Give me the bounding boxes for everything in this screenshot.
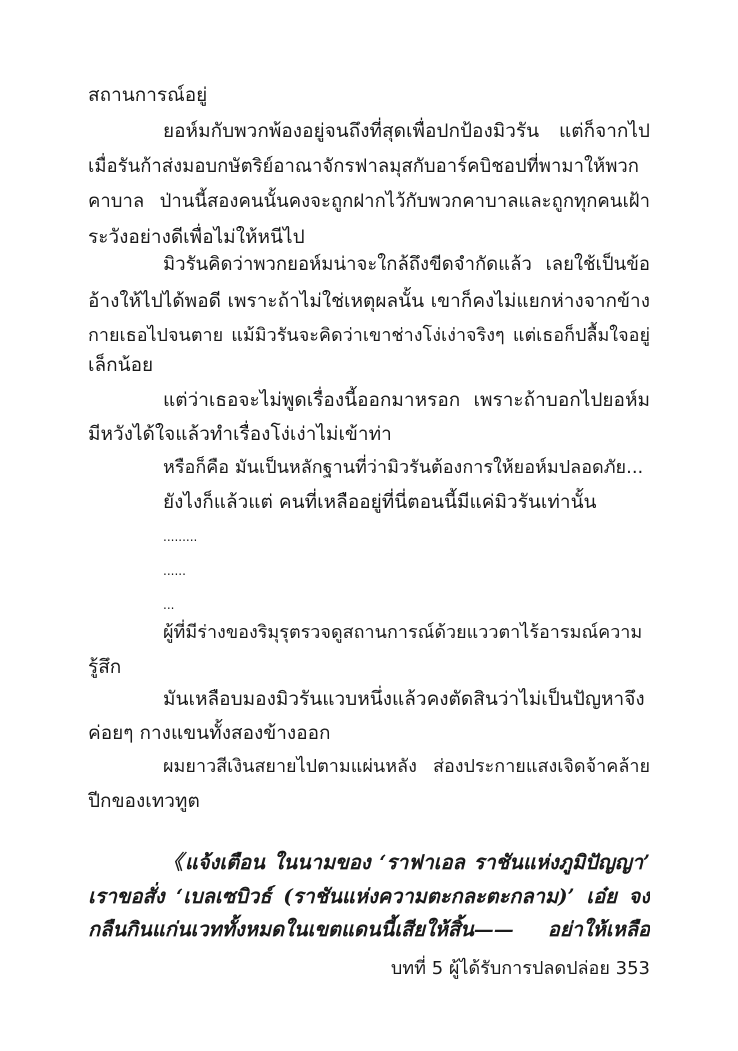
- text-line: สถานการณ์อยู่: [88, 84, 208, 106]
- text-line: อ้างให้ไปได้พอดี เพราะถ้าไม่ใช่เหตุผลนั้น เขาก็คงไม่แยกห่างจากข้าง: [88, 290, 650, 312]
- paragraph-first-line: แต่ว่าเธอจะไม่พูดเรื่องนี้ออกมาหรอก เพราะถ้าบอกไปยอห์ม: [163, 389, 650, 411]
- text-line: ปีกของเทวทูต: [88, 790, 200, 812]
- paragraph-first-line: มิวรันคิดว่าพวกยอห์มน่าจะใกล้ถึงขีดจำกัดแล้ว เลยใช้เป็นข้อ: [163, 254, 650, 275]
- paragraph-first-line: มันเหลือบมองมิวรันแวบหนึ่งแล้วคงตัดสินว่าไม่เป็นปัญหาจึง: [163, 688, 645, 710]
- text-line: มีหวังได้ใจแล้วทำเรื่องโง่เง่าไม่เข้าท่า: [88, 423, 392, 445]
- announcement-line: เราขอสั่ง ‘เบลเซบิวธ์ (ราชันแห่งความตะกละตะกลาม)’ เอ๋ย จง: [88, 884, 650, 908]
- text-line: คาบาล ป่านนี้สองคนนั้นคงจะถูกฝากไว้กับพวกคาบาลและถูกทุกคนเฝ้า: [88, 191, 650, 212]
- text-line: ค่อยๆ กางแขนทั้งสองข้างออก: [88, 722, 331, 744]
- ellipsis-line: ...: [163, 598, 175, 612]
- page-footer: บทที่ 5 ผู้ได้รับการปลดปล่อย 353: [390, 958, 650, 979]
- paragraph-first-line: ยอห์มกับพวกพ้องอยู่จนถึงที่สุดเพื่อปกป้องมิวรัน แต่ก็จากไป: [163, 120, 650, 142]
- text-line: ระวังอย่างดีเพื่อไม่ให้หนีไป: [88, 226, 305, 248]
- paragraph-first-line: ผู้ที่มีร่างของริมุรุตรวจดูสถานการณ์ด้วยแววตาไร้อารมณ์ความ: [163, 622, 643, 643]
- announcement-line: 《แจ้งเตือน ในนามของ ‘ราฟาเอล ราชันแห่งภูมิปัญญา’: [163, 850, 650, 874]
- paragraph-first-line: ผมยาวสีเงินสยายไปตามแผ่นหลัง ส่องประกายแสงเจิดจ้าคล้าย: [163, 756, 650, 777]
- ellipsis-line: .........: [163, 530, 198, 544]
- text-line: เมื่อรันก้าส่งมอบกษัตริย์อาณาจักรฟาลมุสกับอาร์คบิชอปที่พามาให้พวก: [88, 156, 639, 177]
- text-line: กายเธอไปจนตาย แม้มิวรันจะคิดว่าเขาช่างโง่เง่าจริงๆ แต่เธอก็ปลื้มใจอยู่: [88, 325, 650, 346]
- paragraph-first-line: ยังไงก็แล้วแต่ คนที่เหลืออยู่ที่นี่ตอนนี้มีแค่มิวรันเท่านั้น: [163, 491, 597, 513]
- announcement-line: กลืนกินแก่นเวททั้งหมดในเขตแดนนี้เสียให้สิ้น—— อย่าให้เหลือ: [88, 917, 650, 941]
- ellipsis-line: ......: [163, 564, 186, 578]
- paragraph-first-line: หรือก็คือ มันเป็นหลักฐานที่ว่ามิวรันต้องการให้ยอห์มปลอดภัย...: [163, 457, 644, 478]
- text-line: รู้สึก: [88, 656, 122, 678]
- text-line: เล็กน้อย: [88, 354, 154, 376]
